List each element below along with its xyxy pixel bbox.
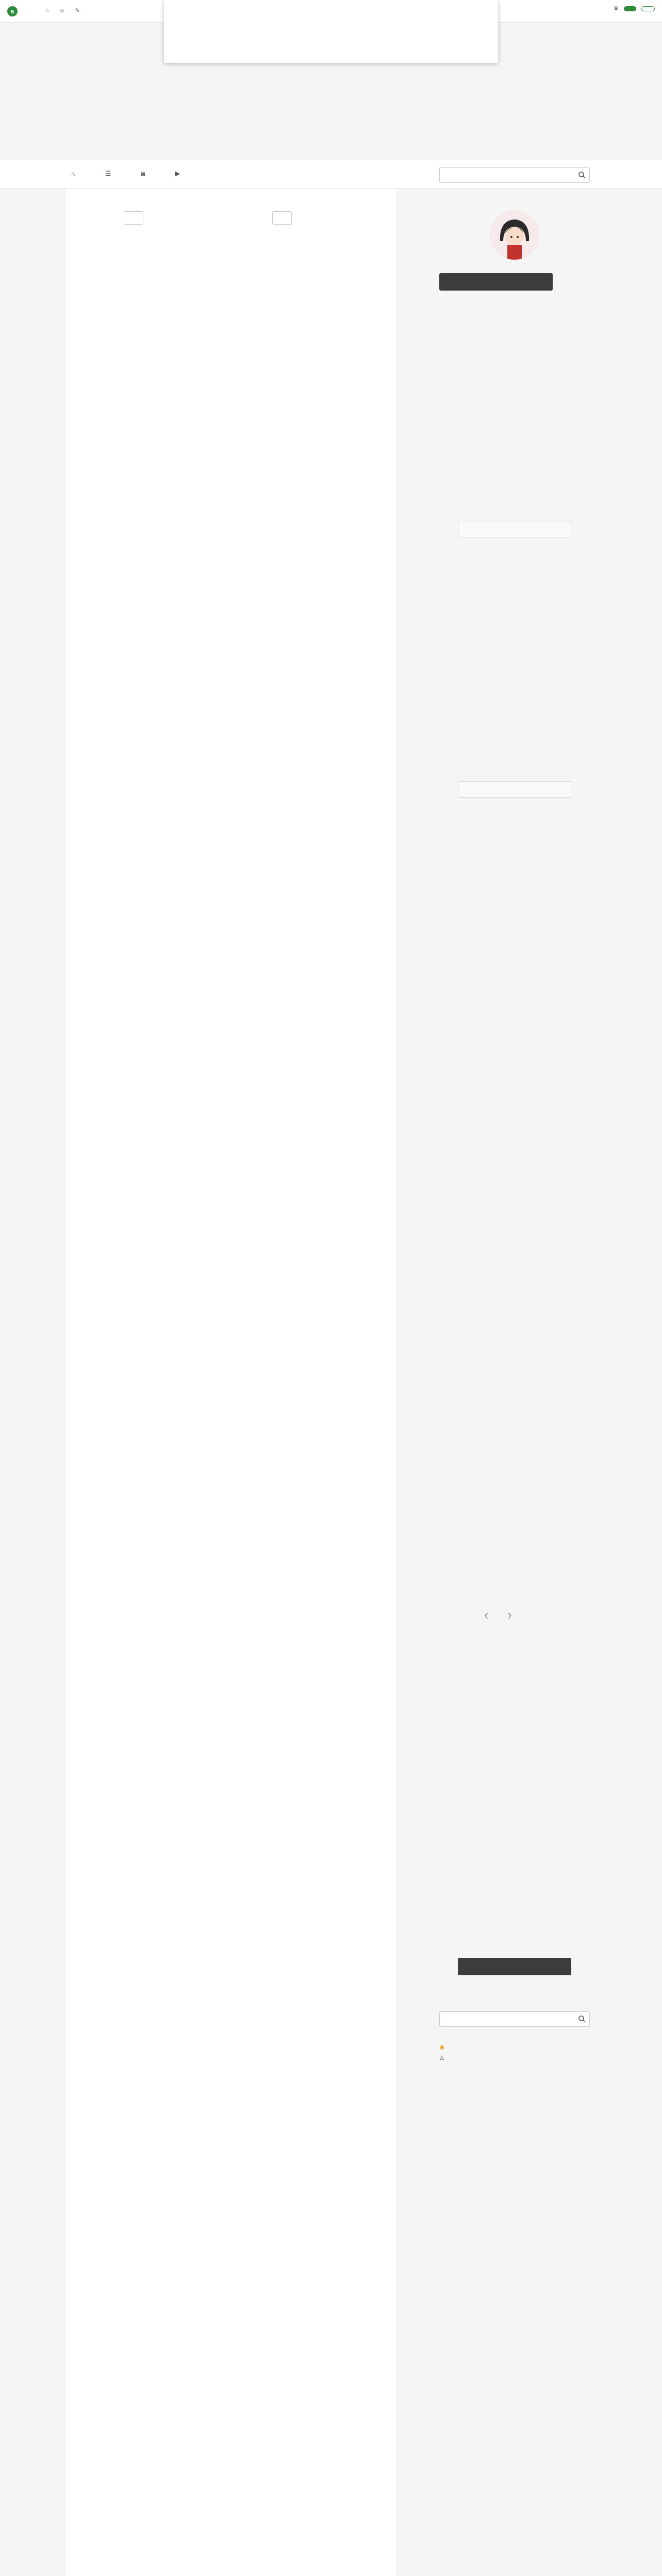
nav-home[interactable] bbox=[45, 7, 51, 14]
next-article-link[interactable] bbox=[272, 211, 292, 225]
ameba-logo[interactable] bbox=[7, 6, 20, 17]
calendar bbox=[446, 1612, 550, 1623]
sidebar-search-input[interactable] bbox=[439, 2011, 590, 2027]
list-icon: ☰ bbox=[105, 170, 111, 177]
rss-link[interactable] bbox=[439, 2042, 590, 2053]
nav-ameblo[interactable] bbox=[75, 7, 82, 14]
follow-button-footer[interactable] bbox=[458, 1958, 571, 1975]
blog-icon: ✎ bbox=[75, 8, 80, 14]
search-icon[interactable] bbox=[578, 171, 586, 181]
chevron-right-icon[interactable]: 〉 bbox=[508, 1613, 514, 1619]
global-nav bbox=[45, 7, 82, 14]
chevron-left-icon[interactable]: 〈 bbox=[482, 1613, 488, 1619]
rss-icon: ◉ bbox=[439, 2044, 444, 2050]
nav-image-list[interactable] bbox=[141, 170, 148, 178]
report-link[interactable] bbox=[439, 2053, 590, 2064]
nav-entry-list[interactable] bbox=[105, 170, 114, 178]
recent-more-button[interactable] bbox=[458, 521, 571, 537]
prev-article-link[interactable] bbox=[124, 211, 143, 225]
article-column bbox=[66, 189, 396, 2576]
search-icon[interactable] bbox=[578, 2015, 586, 2025]
theme-more-button[interactable] bbox=[458, 781, 571, 798]
video-icon: ▶ bbox=[175, 170, 180, 177]
blog-nav bbox=[0, 160, 662, 189]
crown-icon: ♛ bbox=[614, 6, 619, 12]
follow-button[interactable] bbox=[439, 273, 553, 291]
home-icon: ⌂ bbox=[71, 170, 75, 178]
nav-pigg[interactable] bbox=[59, 7, 67, 14]
nav-blog-top[interactable] bbox=[71, 170, 78, 178]
cookie-banner bbox=[164, 0, 498, 63]
warning-icon: ⚠ bbox=[439, 2055, 444, 2061]
home-icon: ⌂ bbox=[45, 7, 49, 14]
login-button[interactable] bbox=[641, 6, 655, 11]
ameba-logo-icon: a bbox=[7, 6, 18, 16]
blog-search-input[interactable] bbox=[439, 167, 590, 183]
nav-video-list[interactable] bbox=[175, 170, 183, 178]
camera-icon: ◙ bbox=[141, 170, 145, 178]
avatar[interactable] bbox=[490, 210, 539, 260]
pigg-icon: ☺ bbox=[59, 7, 65, 14]
register-button[interactable] bbox=[624, 6, 636, 11]
celebrity-blog-link[interactable] bbox=[614, 5, 619, 12]
